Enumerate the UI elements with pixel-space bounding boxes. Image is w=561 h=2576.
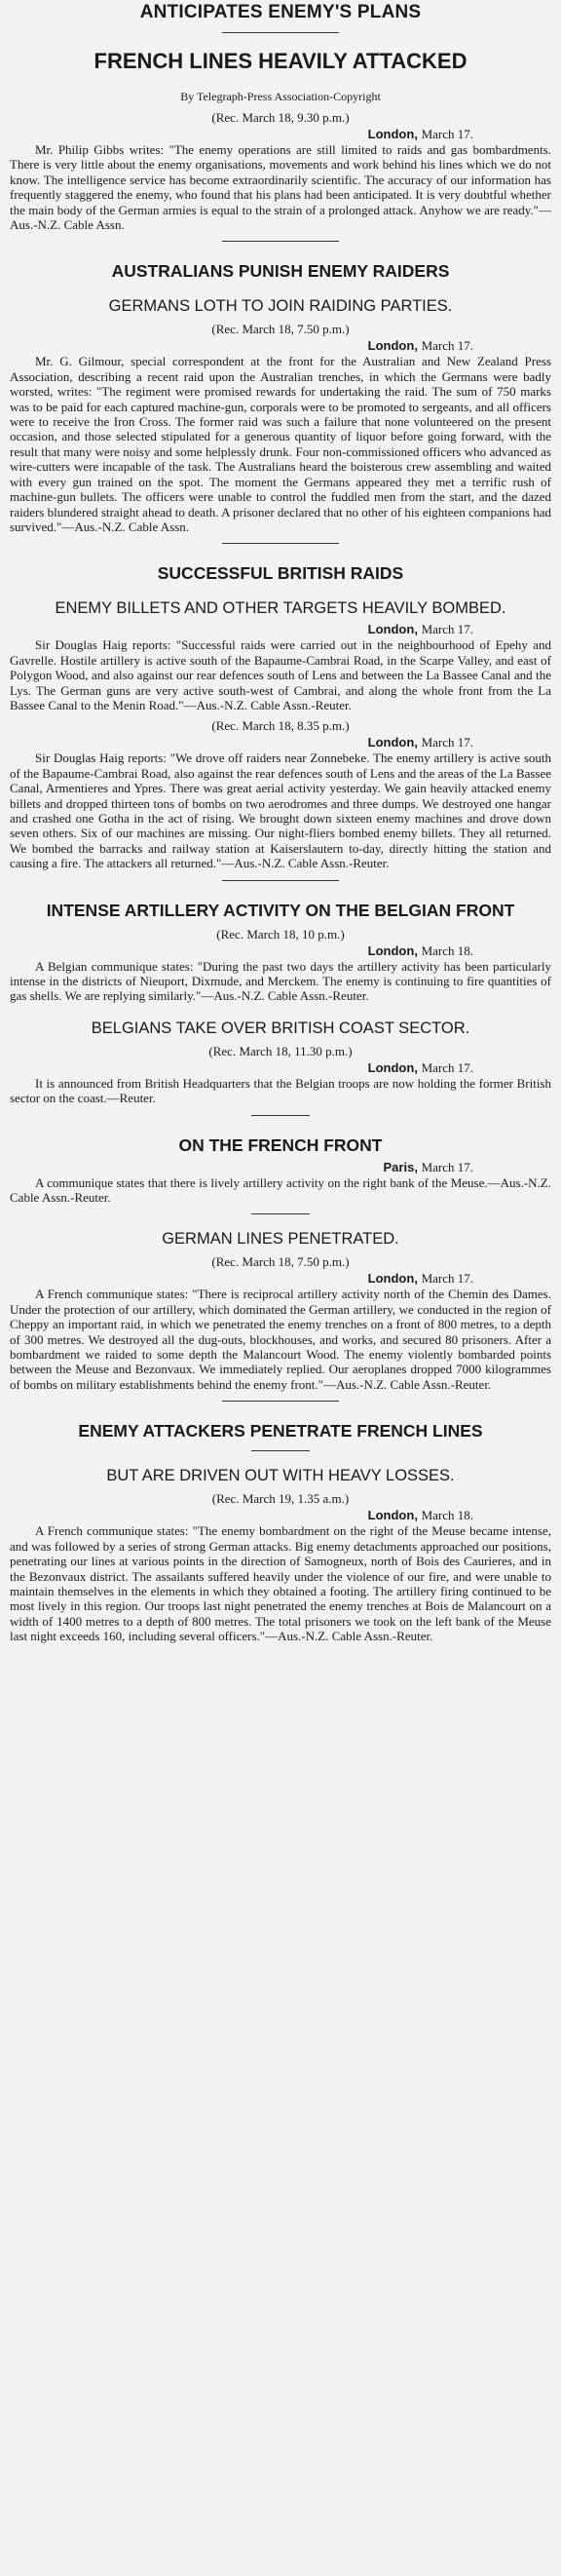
received-time: (Rec. March 18, 9.30 p.m.) bbox=[211, 110, 350, 125]
article-belgian-coast bbox=[10, 1044, 551, 1106]
divider bbox=[251, 1450, 310, 1451]
dateline-date: March 17. bbox=[421, 1159, 473, 1174]
article-body: Mr. G. Gilmour, special correspondent at the front for the Australian and New Zealand Press Association, describing a recent raid upon the Australian trenches, in which the Germans were badly worsted, writes: "The regiment were promised rewards for undertaking the raid. The sum of 750 marks was to be paid for each captured machine-gun, corporals were to be promoted to sergeants, and all officers were to receive the Iron Cross. The former raid was such a failure that none volunteered on the present occasion, and those selected stipulated for a generous quantity of liquor before going forward, with the result that many were noisy and some helplessly drunk. Four non-commissioned officers who advanced as wire-cutters were incapable of the task. The Australians heard the boisterous crew assembling and waited with every gun trained on the spot. The moment the Germans appeared they met a terrific rush of machine-gun bullets. The officers were unable to control the fuddled men from the start, and the dazed raiders blundered straight ahead to death. A prisoner declared that no other of his eighteen companions had survived."—Aus.-N.Z. Cable Assn. bbox=[10, 354, 551, 534]
sub-headline: ENEMY BILLETS AND OTHER TARGETS HEAVILY BOMBED. bbox=[55, 599, 506, 618]
byline: By Telegraph-Press Association-Copyright bbox=[180, 90, 381, 103]
dateline bbox=[10, 338, 551, 354]
article-body: A French communique states: "The enemy bombardment on the right of the Meuse became intense, and was followed by a series of strong German attacks. Big enemy detachments approached our positions, penetrating our lines at various points in the direction of Samogneux, north of Bois des Caurieres, and in the Bezonvaux district. The assailants suffered heavily under the violence of our fire, and were unable to maintain themselves in the elements in which they obtained a footing. The artillery firing continued to be most lively in this region. Our troops last night penetrated the enemy trenches at Bois de Malancourt on a width of 1400 metres to a depth of 800 metres. The total prisoners we took on the left bank of the Meuse last night exceeds 160, including several officers."—Aus.-N.Z. Cable Assn.-Reuter. bbox=[10, 1523, 551, 1644]
sub-headline: BELGIANS TAKE OVER BRITISH COAST SECTOR. bbox=[91, 1019, 470, 1037]
section-headline: ON THE FRENCH FRONT bbox=[178, 1134, 383, 1155]
sub-headline: GERMANS LOTH TO JOIN RAIDING PARTIES. bbox=[108, 297, 453, 316]
dateline-place: London, bbox=[367, 1271, 418, 1287]
divider bbox=[222, 241, 339, 242]
article-body: It is announced from British Headquarters that the Belgian troops are now holding the former British sector on the coast.—Reuter. bbox=[10, 1075, 551, 1106]
dateline-date: March 17. bbox=[421, 127, 473, 141]
dateline bbox=[10, 943, 551, 959]
received-time: (Rec. March 18, 10 p.m.) bbox=[216, 926, 345, 942]
received-time: (Rec. March 18, 7.50 p.m.) bbox=[211, 1254, 350, 1270]
main-headline: FRENCH LINES HEAVILY ATTACKED bbox=[94, 49, 468, 73]
sub-headline: BUT ARE DRIVEN OUT WITH HEAVY LOSSES. bbox=[106, 1467, 455, 1485]
divider bbox=[222, 880, 339, 881]
dateline-date: March 17. bbox=[421, 735, 473, 750]
dateline bbox=[10, 1160, 551, 1175]
dateline-date: March 17. bbox=[421, 622, 473, 637]
article-body: A French communique states: "There is reciprocal artillery activity north of the Chemin des Dames. Under the protection of our artillery, which dominated the German artillery, we conducted in the region of Cheppy an important raid, in which we penetrated the enemy trenches on a front of 800 metres, to a depth of 300 metres. We destroyed all the dug-outs, blockhouses, and works, and secured 80 prisoners. After a bombardment we raided to some depth the Malancourt Wood. The enemy violently bombarded points between the Meuse and Bezonvaux. We immediately replied. Our aeroplanes dropped 7000 kilogrammes of bombs on military establishments behind the enemy front."—Aus.-N.Z. Cable Assn.-Reuter. bbox=[10, 1287, 551, 1392]
received-time: (Rec. March 18, 11.30 p.m.) bbox=[208, 1043, 353, 1058]
section-headline: SUCCESSFUL BRITISH RAIDS bbox=[157, 563, 404, 584]
dateline-date: March 17. bbox=[421, 338, 473, 354]
top-headline: ANTICIPATES ENEMY'S PLANS bbox=[139, 2, 422, 22]
dateline-date: March 18. bbox=[421, 1508, 473, 1523]
article-german-lines bbox=[10, 1254, 551, 1392]
article-gilmour bbox=[10, 322, 551, 534]
dateline bbox=[10, 1508, 551, 1523]
dateline-date: March 17. bbox=[421, 1271, 473, 1287]
section-headline: ENEMY ATTACKERS PENETRATE FRENCH LINES bbox=[78, 1421, 483, 1442]
dateline-place: London, bbox=[367, 1508, 418, 1523]
divider bbox=[222, 543, 339, 544]
divider bbox=[251, 1213, 310, 1214]
article-gibbs bbox=[10, 110, 551, 232]
article-belgian-front bbox=[10, 927, 551, 1004]
article-body: Sir Douglas Haig reports: "Successful raids were carried out in the neighbourhood of Epehy and Gavrelle. Hostile artillery is active south of the Bapaume-Cambrai Road, in the Scarpe Valley, and east of Polygon Wood, and also against our rear defences south of Lens and between the La Bassee Canal and the Lys. The German guns are very active south-west of Cambrai, and along the whole front from the La Bassee Canal to the Menin Road."—Aus.-N.Z. Cable Assn.-Reuter. bbox=[10, 637, 551, 712]
dateline-date: March 18. bbox=[421, 942, 473, 958]
dateline-place: London, bbox=[367, 338, 418, 354]
article-haig-2 bbox=[10, 718, 551, 870]
received-time: (Rec. March 19, 1.35 a.m.) bbox=[211, 1491, 350, 1507]
dateline bbox=[10, 1060, 551, 1076]
dateline-date: March 17. bbox=[421, 1059, 473, 1075]
article-body: Sir Douglas Haig reports: "We drove off raiders near Zonnebeke. The enemy artillery is active south of the Bapaume-Cambrai Road, also against the rear defences south of Lens and the areas of the La Bassee Canal, Armentieres and Ypres. There was great aerial activity yesterday. We gain heavily attacked enemy billets and dropped thirteen tons of bombs on two aerodromes and three dumps. We destroyed one hangar and crashed one Gotha in the act of rising. We brought down sixteen enemy machines and drove down seven others. Six of our machines are missing. Our night-fliers bombed enemy billets. They all returned. We bombed the barracks and railway station at Kaiserslautern to-day, directly hitting the station and causing a fire. The attackers all returned."—Aus.-N.Z. Cable Assn.-Reuter. bbox=[10, 750, 551, 871]
dateline-place: London, bbox=[367, 127, 418, 141]
dateline bbox=[10, 1271, 551, 1287]
dateline-place: London, bbox=[367, 1059, 418, 1075]
section-headline: AUSTRALIANS PUNISH ENEMY RAIDERS bbox=[111, 261, 450, 282]
dateline-place: London, bbox=[367, 622, 418, 637]
article-body: Mr. Philip Gibbs writes: "The enemy operations are still limited to raids and gas bombardments. There is very little about the enemy organisations, movements and work behind his lines which we do not know. The intelligence service has become extraordinarily scientific. The accuracy of our information has frequently staggered the enemy, who found that his plans had been anticipated. It is very doubtful whether the main body of the German armies is equal to the strain of a prolonged attack. Anyhow we are ready."—Aus.-N.Z. Cable Assn. bbox=[10, 142, 551, 233]
received-time: (Rec. March 18, 8.35 p.m.) bbox=[211, 718, 350, 734]
dateline-place: London, bbox=[367, 735, 418, 750]
divider bbox=[222, 1401, 339, 1402]
article-haig-1 bbox=[10, 622, 551, 712]
sub-headline: GERMAN LINES PENETRATED. bbox=[162, 1230, 399, 1249]
dateline bbox=[10, 127, 551, 142]
article-body: A communique states that there is lively artillery activity on the right bank of the Meuse.—Aus.-N.Z. Cable Assn.-Reuter. bbox=[10, 1174, 551, 1206]
received-time: (Rec. March 18, 7.50 p.m.) bbox=[211, 322, 350, 337]
article-french-lines bbox=[10, 1491, 551, 1643]
article-french-front bbox=[10, 1160, 551, 1206]
dateline-place: Paris, bbox=[383, 1159, 418, 1174]
section-headline: INTENSE ARTILLERY ACTIVITY ON THE BELGIAN FRONT bbox=[46, 900, 515, 920]
dateline bbox=[10, 735, 551, 750]
divider bbox=[251, 1115, 310, 1116]
article-body: A Belgian communique states: "During the past two days the artillery activity has been particularly intense in the districts of Nieuport, Dixmude, and Merckem. The enemy is continuing to fire quantities of gas shells. We are replying similarly."—Aus.-N.Z. Cable Assn.-Reuter. bbox=[10, 958, 551, 1004]
divider bbox=[222, 32, 339, 33]
dateline-place: London, bbox=[367, 942, 418, 958]
dateline bbox=[10, 622, 551, 637]
